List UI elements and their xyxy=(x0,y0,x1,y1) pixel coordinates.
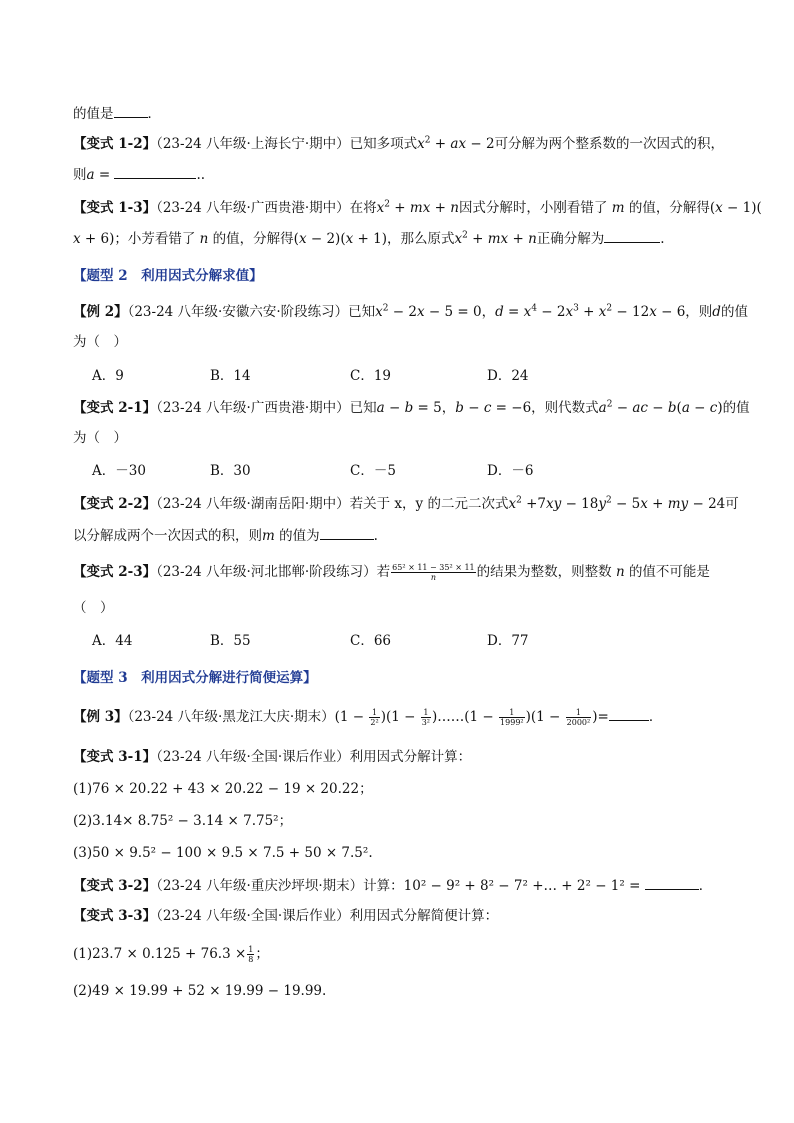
variant-2-1-line2: 为（ ） xyxy=(73,430,127,446)
variant-1-2-line2: 则a = .. xyxy=(73,164,205,185)
blank xyxy=(609,706,649,721)
option-d: D．－6 xyxy=(487,463,534,479)
variant-3-1: 【变式 3-1】（23-24 八年级·全国·课后作业）利用因式分解计算： xyxy=(73,749,472,765)
variant-2-2-line2: 以分解成两个一次因式的积，则m 的值为 . xyxy=(73,525,378,546)
variant-3-1-item3: (3)50 × 9.5² − 100 × 9.5 × 7.5 + 50 × 7.5². xyxy=(73,845,373,861)
section-title-3: 【题型 3 利用因式分解进行简便运算】 xyxy=(73,670,317,686)
variant-2-3-line2: （ ） xyxy=(73,600,114,616)
variant-2-1: 【变式 2-1】（23-24 八年级·广西贵港·期中）已知a − b = 5，b − c = −6，则代数式$a^2$ − ac − b(a − c)的值 xyxy=(73,399,750,416)
option-b: B．30 xyxy=(210,463,251,479)
option-d: D．77 xyxy=(487,633,529,649)
answer-line: 的值是 ． xyxy=(73,103,161,124)
option-c: C．66 xyxy=(350,633,392,649)
variant-2-3: 【变式 2-3】（23-24 八年级·河北邯郸·阶段练习）若 $\frac{\text{65² × 11 − 35² × 11}}{n}$ 的结果为整数，则整数 n 的值不可能是 xyxy=(73,563,710,582)
blank xyxy=(604,228,660,243)
variant-1-3-line2: x + 6)；小芳看错了 n 的值，分解得(x − 2)(x + 1)，那么原式$x^2$ + mx + n正确分解为 . xyxy=(73,228,665,249)
option-a: A．－30 xyxy=(92,463,146,479)
variant-3-2: 【变式 3-2】（23-24 八年级·重庆沙坪坝·期末）计算：10² − 9² + 8² − 7² +… + 2² − 1² = ． xyxy=(73,875,712,896)
variant-2-2: 【变式 2-2】（23-24 八年级·湖南岳阳·期中）若关于 x，y 的二元二次式$x^2 +7xy - 18y^2 - 5x$ + my − 24可 xyxy=(73,495,739,512)
blank xyxy=(645,875,699,890)
blank xyxy=(114,164,196,179)
option-d: D．24 xyxy=(487,368,529,384)
option-a: A．9 xyxy=(92,368,124,384)
option-b: B．55 xyxy=(210,633,251,649)
option-a: A．44 xyxy=(92,633,133,649)
variant-1-3: 【变式 1-3】（23-24 八年级·广西贵港·期中）在将$x^2$ + mx + n因式分解时，小刚看错了 m 的值，分解得(x − 1)( xyxy=(73,199,762,216)
variant-3-3-item1: (1)23.7 × 0.125 + 76.3 × $\frac{1}{8}$ ； xyxy=(73,945,269,964)
variant-1-2: 【变式 1-2】（23-24 八年级·上海长宁·期中）已知多项式$x^2$ + ax − 2可分解为两个整系数的一次因式的积， xyxy=(73,135,725,152)
blank xyxy=(320,525,374,540)
variant-3-3: 【变式 3-3】（23-24 八年级·全国·课后作业）利用因式分解简便计算： xyxy=(73,908,499,924)
fraction: $\frac{\text{65² × 11 − 35² × 11}}{n}$ xyxy=(392,563,475,582)
variant-3-1-item1: (1)76 × 20.22 + 43 × 20.22 − 19 × 20.22； xyxy=(73,781,373,797)
option-c: C．19 xyxy=(350,368,392,384)
variant-3-1-item2: (2)3.14× 8.75² − 3.14 × 7.75²； xyxy=(73,813,293,829)
variant-3-3-item2: (2)49 × 19.99 + 52 × 19.99 − 19.99. xyxy=(73,983,327,999)
example-2: 【例 2】（23-24 八年级·安徽六安·阶段练习）已知$x^2 - 2x - 5 = 0$，$d = x^4 - 2x^3 + x^2 - 12x - 6$，则d的值 xyxy=(73,303,748,320)
section-title-2: 【题型 2 利用因式分解求值】 xyxy=(73,268,263,284)
blank xyxy=(114,103,148,118)
example-2-line2: 为（ ） xyxy=(73,334,127,350)
option-b: B．14 xyxy=(210,368,251,384)
option-c: C．－5 xyxy=(350,463,396,479)
example-3: 【例 3】（23-24 八年级·黑龙江大庆·期末）(1 − $\frac{1}{\text{2²}}$ )(1 − $\frac{1}{\text{3²}}$ )……(1 − $\frac{1}{\text{1999²}}$ )(1 − $\frac{1}{\text{2000²}}$ )= ． xyxy=(73,708,663,727)
